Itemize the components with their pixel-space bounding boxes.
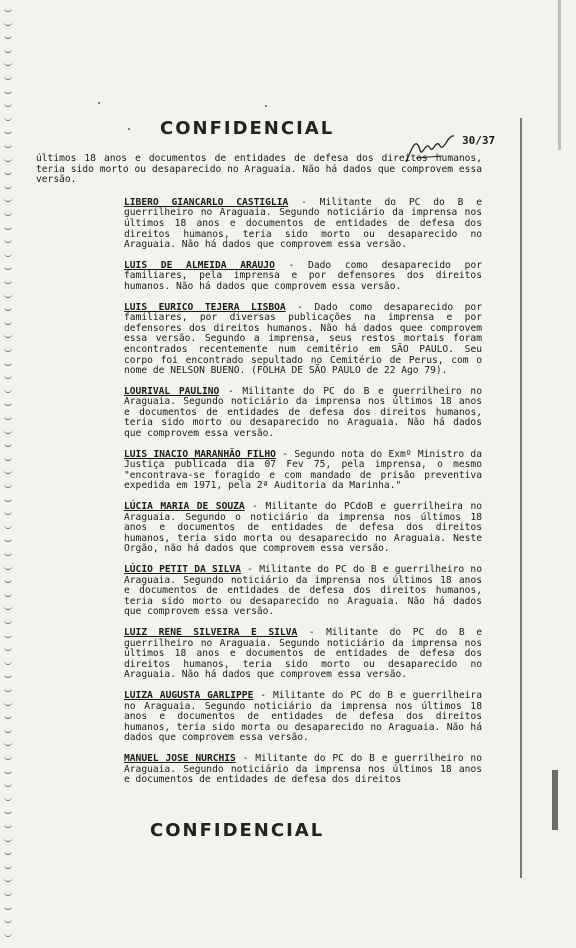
entry-paragraph	[36, 502, 482, 555]
confidential-stamp-bottom: CONFIDENCIAL	[150, 820, 325, 841]
entry-text: - Militante do PC do B e guerrilheiro no Araguaia. Segundo noticiário da imprensa nos últimos 18 anos e documentos de entidades de defesa dos direitos humanos, teria sido morto ou desaparecido no Araguaia. Não há dados que comprovem essa versão.	[124, 626, 482, 681]
binding-ring	[4, 468, 12, 474]
person-name: LUIS DE ALMEIDA ARAUJO	[124, 259, 275, 271]
binding-ring	[4, 292, 12, 298]
binding-ring	[4, 482, 12, 488]
scan-speck	[265, 105, 267, 107]
spiral-binding	[0, 0, 18, 948]
binding-ring	[4, 727, 12, 733]
binding-ring	[4, 33, 12, 39]
binding-ring	[4, 768, 12, 774]
binding-ring	[4, 360, 12, 366]
binding-ring	[4, 251, 12, 257]
person-name: LÚCIO PETIT DA SILVA	[124, 564, 241, 575]
binding-ring	[4, 224, 12, 230]
binding-ring	[4, 536, 12, 542]
scan-artifact-mark	[558, 0, 561, 150]
entry-text: - Militante do PC do B e guerrilheiro no Araguaia. Segundo noticiário da imprensa nos últimos 18 anos e documentos de entidades de defesa dos direitos	[124, 752, 482, 786]
binding-ring	[4, 713, 12, 719]
binding-ring	[4, 115, 12, 121]
binding-ring	[4, 645, 12, 651]
entry-text: - Dado como desaparecido por familiares, por diversas publicações na imprensa e por defensores dos direitos humanos. Não há dados quee comprovem essa versão. Segundo a imprensa, seus restos mortais foram encontrados recentemente num cemitério em SÃO PAULO. Seu corpo foi encontrado sepultado no Cemitério de Perus, com o nome de NELSON BUENO. (FOLHA DE SÃO PAULO de 22 Ago 79).	[124, 301, 482, 377]
binding-ring	[4, 142, 12, 148]
binding-ring	[4, 210, 12, 216]
binding-ring	[4, 836, 12, 842]
binding-ring	[4, 20, 12, 26]
person-name: MANUEL JOSE NURCHIS	[124, 752, 236, 764]
entry-text: - Militante do PC do B e guerrilheiro no Araguaia. Segundo noticiário da imprensa nos últimos 18 anos e documentos de entidades de defesa dos direitos humanos, teria sido morto ou desaparecido no Araguaia. Não há dados que comprovem essa versão.	[124, 385, 482, 440]
binding-ring	[4, 659, 12, 665]
entry-paragraph	[36, 691, 482, 744]
person-name: LUIS INACIO MARANHÃO FILHO	[124, 448, 276, 460]
binding-ring	[4, 169, 12, 175]
binding-ring	[4, 387, 12, 393]
binding-ring	[4, 754, 12, 760]
binding-ring	[4, 577, 12, 583]
binding-ring	[4, 101, 12, 107]
binding-ring	[4, 917, 12, 923]
binding-ring	[4, 47, 12, 53]
binding-ring	[4, 496, 12, 502]
entry-text: - Militante do PCdoB e guerrilheira no Araguaia. Segundo o noticiário da imprensa nos últimos 18 anos e documentos de entidades de defesa dos direitos humanos, teria sido morta ou desaparecido no Araguaia. Neste Orgão, não há dados que comprovem essa versão.	[124, 501, 482, 555]
binding-ring	[4, 88, 12, 94]
binding-ring	[4, 400, 12, 406]
binding-ring	[4, 849, 12, 855]
binding-ring	[4, 332, 12, 338]
confidential-stamp-top: CONFIDENCIAL	[160, 118, 335, 139]
binding-ring	[4, 618, 12, 624]
binding-ring	[4, 196, 12, 202]
binding-ring	[4, 931, 12, 937]
binding-ring	[4, 455, 12, 461]
binding-ring	[4, 305, 12, 311]
entry-paragraph	[36, 628, 482, 681]
entry-paragraph	[36, 450, 482, 492]
binding-ring	[4, 904, 12, 910]
entry-text: - Militante do PC do B e guerrilheiro no Araguaia. Segundo noticiário da imprensa nos últimos 18 anos e documentos de entidades de defesa dos direitos humanos, teria sido morto ou desaparecido no Araguaia. Não há dados que comprovem essa versão.	[124, 564, 482, 618]
document-body	[36, 154, 482, 796]
scan-speck	[128, 128, 130, 130]
page-number: 30/37	[462, 134, 496, 147]
entry-paragraph	[36, 565, 482, 618]
binding-ring	[4, 808, 12, 814]
binding-ring	[4, 509, 12, 515]
binding-ring	[4, 128, 12, 134]
binding-ring	[4, 264, 12, 270]
binding-ring	[4, 740, 12, 746]
binding-ring	[4, 672, 12, 678]
entry-paragraph	[36, 303, 482, 377]
person-name: LUIZA AUGUSTA GARLIPPE	[124, 689, 254, 701]
scan-artifact-mark	[552, 770, 558, 830]
binding-ring	[4, 822, 12, 828]
binding-ring	[4, 237, 12, 243]
person-name: LUIS EURICO TEJERA LISBOA	[124, 301, 286, 313]
entry-paragraph	[36, 387, 482, 440]
binding-ring	[4, 781, 12, 787]
entry-paragraph	[36, 261, 482, 293]
binding-ring	[4, 414, 12, 420]
binding-ring	[4, 278, 12, 284]
entry-text: últimos 18 anos e documentos de entidades de defesa dos direitos humanos, teria sido morto ou desaparecido no Araguaia. Não há dados que comprovem essa versão.	[36, 153, 482, 186]
entry-paragraph	[36, 754, 482, 786]
binding-ring	[4, 6, 12, 12]
binding-ring	[4, 156, 12, 162]
binding-ring	[4, 346, 12, 352]
binding-ring	[4, 441, 12, 447]
binding-ring	[4, 74, 12, 80]
scan-speck	[98, 102, 100, 104]
entry-paragraph	[36, 198, 482, 251]
page-edge-line	[520, 118, 522, 878]
entry-text: - Segundo nota do Exmº Ministro da Justiça publicada dia 07 Fev 75, pela imprensa, o mesmo "encontrava-se foragido e com mandado de prisão preventiva expedida em 1971, pela 2ª Auditoria da Marinha."	[124, 448, 482, 492]
binding-ring	[4, 604, 12, 610]
binding-ring	[4, 700, 12, 706]
binding-ring	[4, 890, 12, 896]
entry-continuation	[36, 154, 482, 186]
person-name: LIBERO GIANCARLO CASTIGLIA	[124, 196, 289, 208]
binding-ring	[4, 632, 12, 638]
binding-ring	[4, 319, 12, 325]
binding-ring	[4, 795, 12, 801]
binding-ring	[4, 60, 12, 66]
person-name: LÚCIA MARIA DE SOUZA	[124, 501, 245, 513]
binding-ring	[4, 564, 12, 570]
binding-ring	[4, 523, 12, 529]
binding-ring	[4, 863, 12, 869]
binding-ring	[4, 591, 12, 597]
person-name: LOURIVAL PAULINO	[124, 385, 220, 397]
binding-ring	[4, 183, 12, 189]
binding-ring	[4, 686, 12, 692]
entry-text: - Dado como desaparecido por familiares, pela imprensa e por defensores dos direitos humanos. Não há dados que comprovem essa versão.	[124, 259, 482, 292]
person-name: LUIZ RENE SILVEIRA E SILVA	[124, 626, 298, 638]
binding-ring	[4, 373, 12, 379]
binding-ring	[4, 428, 12, 434]
entry-text: - Militante do PC do B e guerrilheira no Araguaia. Segundo noticiário da imprensa nos últimos 18 anos e documentos de entidades de defesa dos direitos humanos, teria sido morta ou desaparecido no Araguaia. Não há dados que comprovem essa versão.	[124, 689, 482, 744]
entry-text: - Militante do PC do B e guerrilheiro no Araguaia. Segundo noticiário da imprensa nos últimos 18 anos e documentos de entidades de defesa dos direitos humanos, teria sido morto ou desaparecido no Araguaia. Não há dados que comprovem essa versão.	[124, 196, 482, 251]
binding-ring	[4, 876, 12, 882]
binding-ring	[4, 550, 12, 556]
